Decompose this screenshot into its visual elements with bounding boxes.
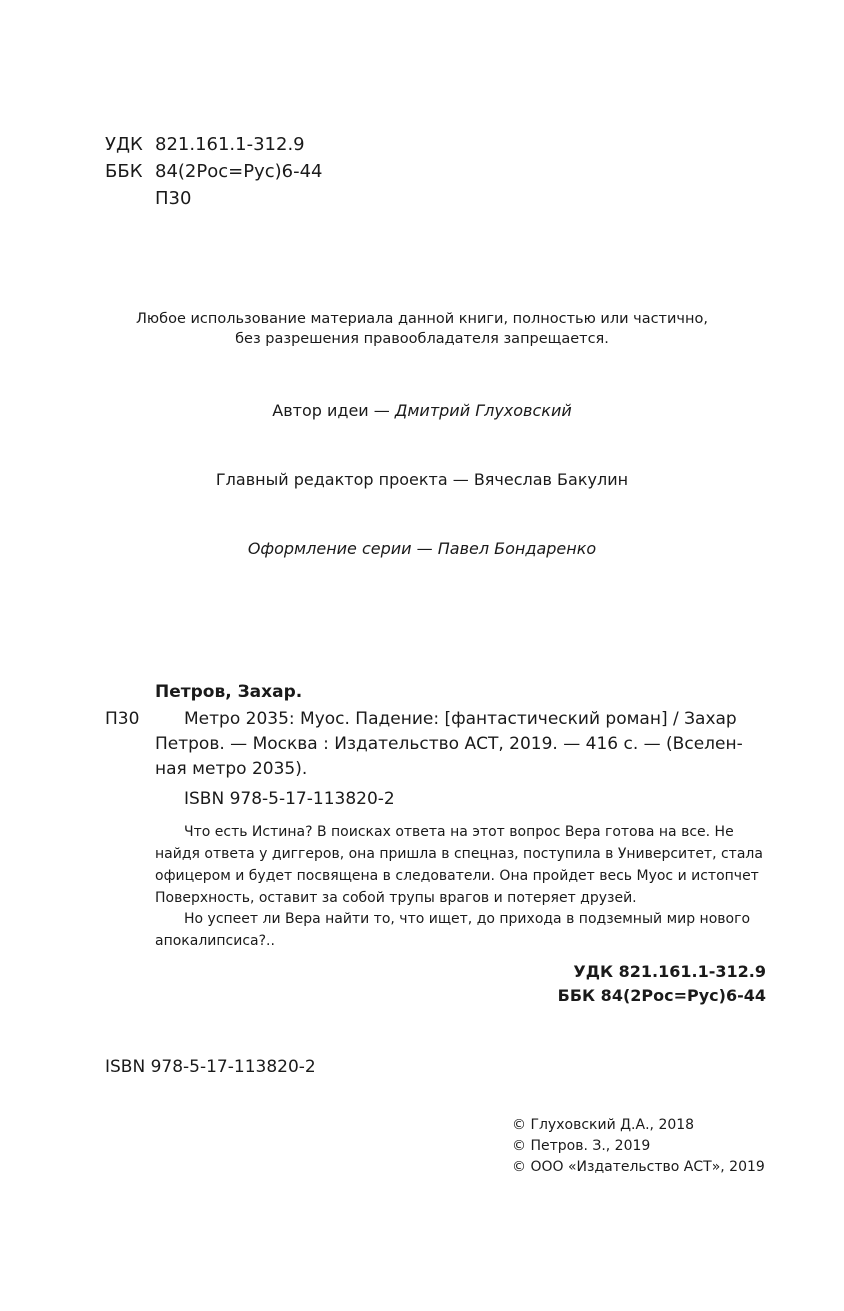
annotation-line-5: Но успеет ли Вера найти то, что ищет, до прихода в подземный мир нового xyxy=(184,911,751,927)
annotation-line-3: офицером и будет посвящена в следователи. Она пройдет весь Муос и истопчет xyxy=(155,868,759,884)
bib-line-3: ная метро 2035). xyxy=(155,759,308,779)
annotation-line-6: апокалипсиса?.. xyxy=(155,933,275,949)
copyright-line: © Петров. З., 2019 xyxy=(512,1138,651,1154)
chief-editor-credit: Главный редактор проекта — Вячеслав Бакулин xyxy=(215,470,629,489)
usage-notice-line-2: без разрешения правообладателя запрещается. xyxy=(235,331,609,347)
bbk-label: ББК xyxy=(105,161,143,182)
copyright-line: © Глуховский Д.А., 2018 xyxy=(512,1117,695,1133)
udk-code-bold: УДК 821.161.1-312.9 xyxy=(573,962,766,981)
isbn-bottom: ISBN 978-5-17-113820-2 xyxy=(105,1057,316,1077)
bbk-value: 84(2Рос=Рус)6-44 xyxy=(155,161,323,182)
bib-line-2: Петров. — Москва : Издательство АСТ, 2019. — 416 с. — (Вселен- xyxy=(155,734,743,754)
series-design-credit: Оформление серии — Павел Бондаренко xyxy=(247,539,597,558)
annotation-line-1: Что есть Истина? В поисках ответа на этот вопрос Вера готова на все. Не xyxy=(184,824,734,840)
idea-author-credit xyxy=(0,401,844,420)
bbk-code-bold: ББК 84(2Рос=Рус)6-44 xyxy=(557,986,766,1005)
usage-notice-line-1: Любое использование материала данной книги, полностью или частично, xyxy=(136,311,708,327)
author-sign: П30 xyxy=(155,188,192,209)
udk-label: УДК xyxy=(105,134,143,155)
annotation-line-4: Поверхность, оставит за собой трупы врагов и потеряет друзей. xyxy=(155,890,637,906)
annotation-line-2: найдя ответа у диггеров, она пришла в спецназ, поступила в Университет, стала xyxy=(155,846,763,862)
udk-value: 821.161.1-312.9 xyxy=(155,134,305,155)
idea-author-prefix: Автор идеи — xyxy=(272,401,395,420)
idea-author-name: Дмитрий Глуховский xyxy=(394,401,572,420)
bib-author-heading: Петров, Захар. xyxy=(155,682,303,702)
bib-line-1: Метро 2035: Муос. Падение: [фантастический роман] / Захар xyxy=(184,709,737,729)
bib-sign: П30 xyxy=(105,709,140,729)
copyright-line: © ООО «Издательство АСТ», 2019 xyxy=(512,1159,765,1175)
bib-isbn: ISBN 978-5-17-113820-2 xyxy=(184,789,395,809)
